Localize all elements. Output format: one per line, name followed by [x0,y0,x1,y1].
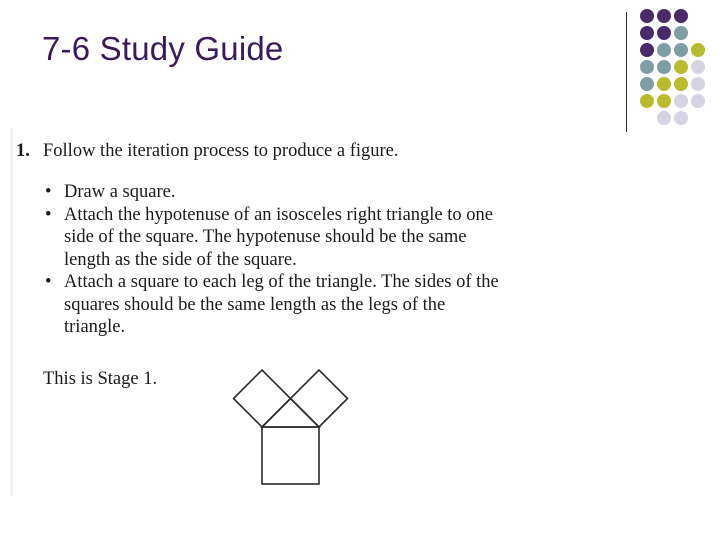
instruction-list [45,181,610,339]
decorative-dot [674,77,688,91]
decorative-dot [674,111,688,125]
bullet-glyph: • [45,272,52,292]
decorative-dot [674,43,688,57]
bullet-glyph: • [45,182,52,202]
instruction-line: squares should be the same length as the legs of the [64,294,446,315]
decorative-dot [657,94,671,108]
decorative-dot [640,94,654,108]
decorative-dot [640,9,654,23]
decorative-dot-grid [638,9,718,119]
right-triangle [262,399,319,428]
decorative-dot [657,26,671,40]
stage-caption: This is Stage 1. [43,369,158,389]
instruction-line: Attach the hypotenuse of an isosceles right triangle to one [64,204,493,225]
decorative-dot [640,60,654,74]
decorative-dot [640,26,654,40]
instruction-item [45,204,610,272]
decorative-dot [657,111,671,125]
question-number: 1. [16,141,30,161]
decorative-dot [657,9,671,23]
instruction-line: length as the side of the square. [64,249,297,270]
right-leg-square [291,370,348,427]
instruction-item [45,271,610,339]
question-heading: Follow the iteration process to produce a figure. [43,141,399,161]
decorative-dot [674,9,688,23]
slide-title: 7-6 Study Guide [42,30,284,67]
header-divider-line [626,12,627,132]
decorative-dot [657,60,671,74]
decorative-dot [640,43,654,57]
scan-edge-shadow [10,128,13,496]
decorative-dot [691,43,705,57]
instruction-line: triangle. [64,317,126,337]
decorative-dot [691,60,705,74]
decorative-dot [674,94,688,108]
base-square [262,427,319,484]
decorative-dot [640,77,654,91]
stage-1-figure [228,366,354,490]
instruction-item [45,181,610,204]
instruction-line: Attach a square to each leg of the triangle. The sides of the [64,272,499,292]
bullet-glyph: • [45,204,52,225]
decorative-dot [657,43,671,57]
instruction-line: side of the square. The hypotenuse should be the same [64,227,467,247]
instruction-line: Draw a square. [64,182,176,202]
decorative-dot [691,94,705,108]
decorative-dot [674,26,688,40]
decorative-dot [657,77,671,91]
left-leg-square [234,370,291,427]
decorative-dot [674,60,688,74]
decorative-dot [691,77,705,91]
